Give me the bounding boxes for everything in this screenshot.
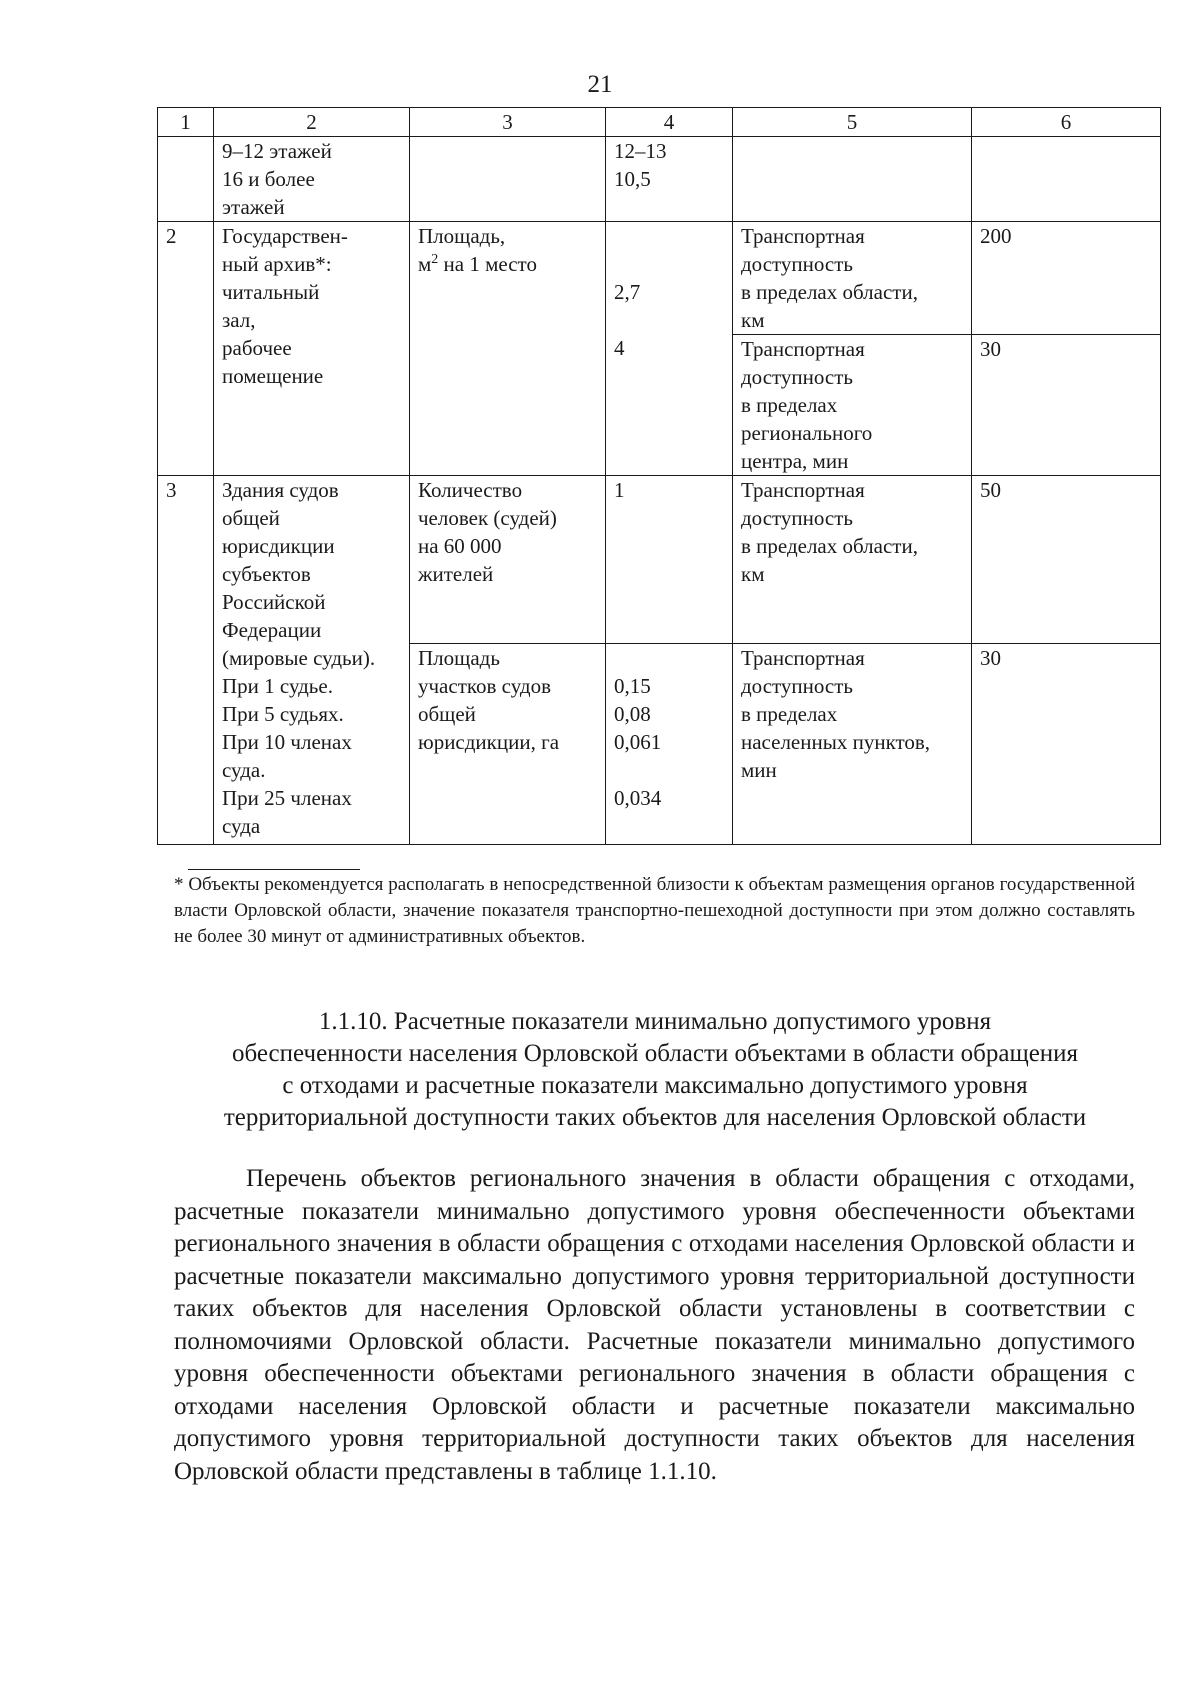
indicator-cell: [410, 476, 606, 644]
cell-line: доступность: [741, 365, 854, 389]
accessibility-cell: [733, 644, 972, 845]
limit-cell: 30: [972, 335, 1161, 476]
cell-line: 4: [614, 336, 625, 360]
unit-rest: на 1 место: [438, 252, 537, 276]
row-number-cell: 3: [158, 476, 214, 845]
limit-cell: 30: [972, 644, 1161, 845]
cell-line: доступность: [741, 252, 854, 276]
unit-base: м: [418, 252, 432, 276]
value-cell: 1: [606, 476, 733, 644]
cell-line: в пределах: [741, 393, 838, 417]
cell-line: на 60 000: [418, 534, 502, 558]
indicator-cell: [410, 222, 606, 476]
cell-line: юрисдикции, га: [418, 730, 560, 754]
value-cell: [606, 222, 733, 476]
cell-line: 0,08: [614, 702, 651, 726]
cell-line: Транспортная: [741, 337, 865, 361]
cell-line: Транспортная: [741, 478, 865, 502]
cell-line: Количество: [418, 478, 523, 502]
cell-line: доступность: [741, 674, 854, 698]
row-number-cell: [158, 137, 214, 222]
cell-line: центра, мин: [741, 449, 849, 473]
header-cell: 1: [158, 108, 214, 137]
cell-line: Транспортная: [741, 646, 865, 670]
cell-line: Российской: [222, 590, 326, 614]
header-cell: 2: [214, 108, 410, 137]
cell-line: этажей: [222, 195, 285, 219]
cell-line: мин: [741, 758, 777, 782]
row-number-cell: 2: [158, 222, 214, 476]
object-name-cell: [214, 137, 410, 222]
header-cell: 5: [733, 108, 972, 137]
cell-line: помещение: [222, 364, 324, 388]
section-title-line: обеспеченности населения Орловской области объектами в области обращения: [231, 1040, 1079, 1067]
cell-line: [418, 250, 597, 278]
cell-line: человек (судей): [418, 506, 557, 530]
cell-line: юрисдикции: [222, 534, 335, 558]
header-cell: 4: [606, 108, 733, 137]
page-number: 21: [587, 71, 613, 98]
cell-line: читальный: [222, 280, 320, 304]
header-cell: 6: [972, 108, 1161, 137]
cell-line: Площадь,: [418, 224, 506, 248]
limit-cell: 200: [972, 222, 1161, 335]
cell-line: 9–12 этажей: [222, 139, 332, 163]
cell-line: Государствен-: [222, 224, 348, 248]
section-title-line: с отходами и расчетные показатели максимально допустимого уровня: [282, 1072, 1028, 1099]
cell-line: ный архив*:: [222, 252, 332, 276]
indicator-cell: [410, 644, 606, 845]
cell-line: 10,5: [614, 167, 651, 191]
section-title: [160, 1006, 1150, 1134]
cell-line: в пределах: [741, 702, 838, 726]
cell-line: При 25 членах: [222, 786, 352, 810]
value-cell: [606, 644, 733, 845]
table-row: [158, 222, 1161, 335]
cell-line: 16 и более: [222, 167, 315, 191]
cell-line: Транспортная: [741, 224, 865, 248]
footnote-separator: [188, 869, 360, 870]
cell-line: 0,034: [614, 786, 662, 810]
cell-line: (мировые судьи).: [222, 646, 376, 670]
accessibility-cell: [733, 222, 972, 335]
cell-line: При 10 членах: [222, 730, 352, 754]
cell-line: населенных пунктов,: [741, 730, 931, 754]
cell-line: в пределах области,: [741, 280, 918, 304]
cell-line: Здания судов: [222, 478, 339, 502]
section-title-line: территориальной доступности таких объектов для населения Орловской области: [223, 1104, 1087, 1131]
accessibility-cell: [733, 476, 972, 644]
cell-line: субъектов: [222, 562, 311, 586]
cell-line: участков судов: [418, 674, 552, 698]
table-row: [158, 476, 1161, 644]
cell-line: 2,7: [614, 280, 641, 304]
cell-line: суда: [222, 814, 261, 838]
cell-line: При 5 судьях.: [222, 702, 344, 726]
cell-line: регионального: [741, 421, 873, 445]
accessibility-cell: [733, 137, 972, 222]
cell-line: жителей: [418, 562, 494, 586]
cell-line: зал,: [222, 308, 256, 332]
indicator-cell: [410, 137, 606, 222]
limit-cell: [972, 137, 1161, 222]
header-cell: 3: [410, 108, 606, 137]
cell-line: общей: [222, 506, 280, 530]
cell-line: общей: [418, 702, 476, 726]
table-header-row: [158, 108, 1161, 137]
table-row: [158, 137, 1161, 222]
accessibility-cell: [733, 335, 972, 476]
cell-line: 12–13: [614, 139, 667, 163]
limit-cell: 50: [972, 476, 1161, 644]
cell-line: Федерации: [222, 618, 322, 642]
norms-table: [157, 107, 1161, 845]
cell-line: в пределах области,: [741, 534, 918, 558]
value-cell: [606, 137, 733, 222]
footnote: * Объекты рекомендуется располагать в непосредственной близости к объектам размещения органов государственной власти Орловской области, значение показателя транспортно-пешеходной доступности при этом должно составлять не более 30 минут от административных объектов.: [174, 874, 1135, 947]
cell-line: км: [741, 308, 765, 332]
section-title-line: 1.1.10. Расчетные показатели минимально допустимого уровня: [318, 1008, 992, 1035]
cell-line: км: [741, 562, 765, 586]
cell-line: 0,15: [614, 674, 651, 698]
object-name-cell: [214, 222, 410, 476]
cell-line: 0,061: [614, 730, 662, 754]
body-paragraph: Перечень объектов регионального значения в области обращения с отходами, расчетные показатели минимально допустимого уровня обеспеченности объектами регионального значения в области обращения с отходами населения Орловской области и расчетные показатели максимально допустимого уровня территориальной доступности таких объектов для населения Орловской области установлены в соответствии с полномочиями Орловской области. Расчетные показатели минимально допустимого уровня обеспеченности объектами регионального значения в области обращения с отходами населения Орловской области и расчетные показатели максимально допустимого уровня территориальной доступности таких объектов для населения Орловской области представлены в таблице 1.1.10.: [174, 1165, 1135, 1485]
cell-line: При 1 судье.: [222, 674, 333, 698]
cell-line: суда.: [222, 758, 266, 782]
unit-superscript: 2: [431, 252, 439, 267]
cell-line: доступность: [741, 506, 854, 530]
cell-line: рабочее: [222, 336, 292, 360]
cell-line: Площадь: [418, 646, 500, 670]
object-name-cell: [214, 476, 410, 845]
